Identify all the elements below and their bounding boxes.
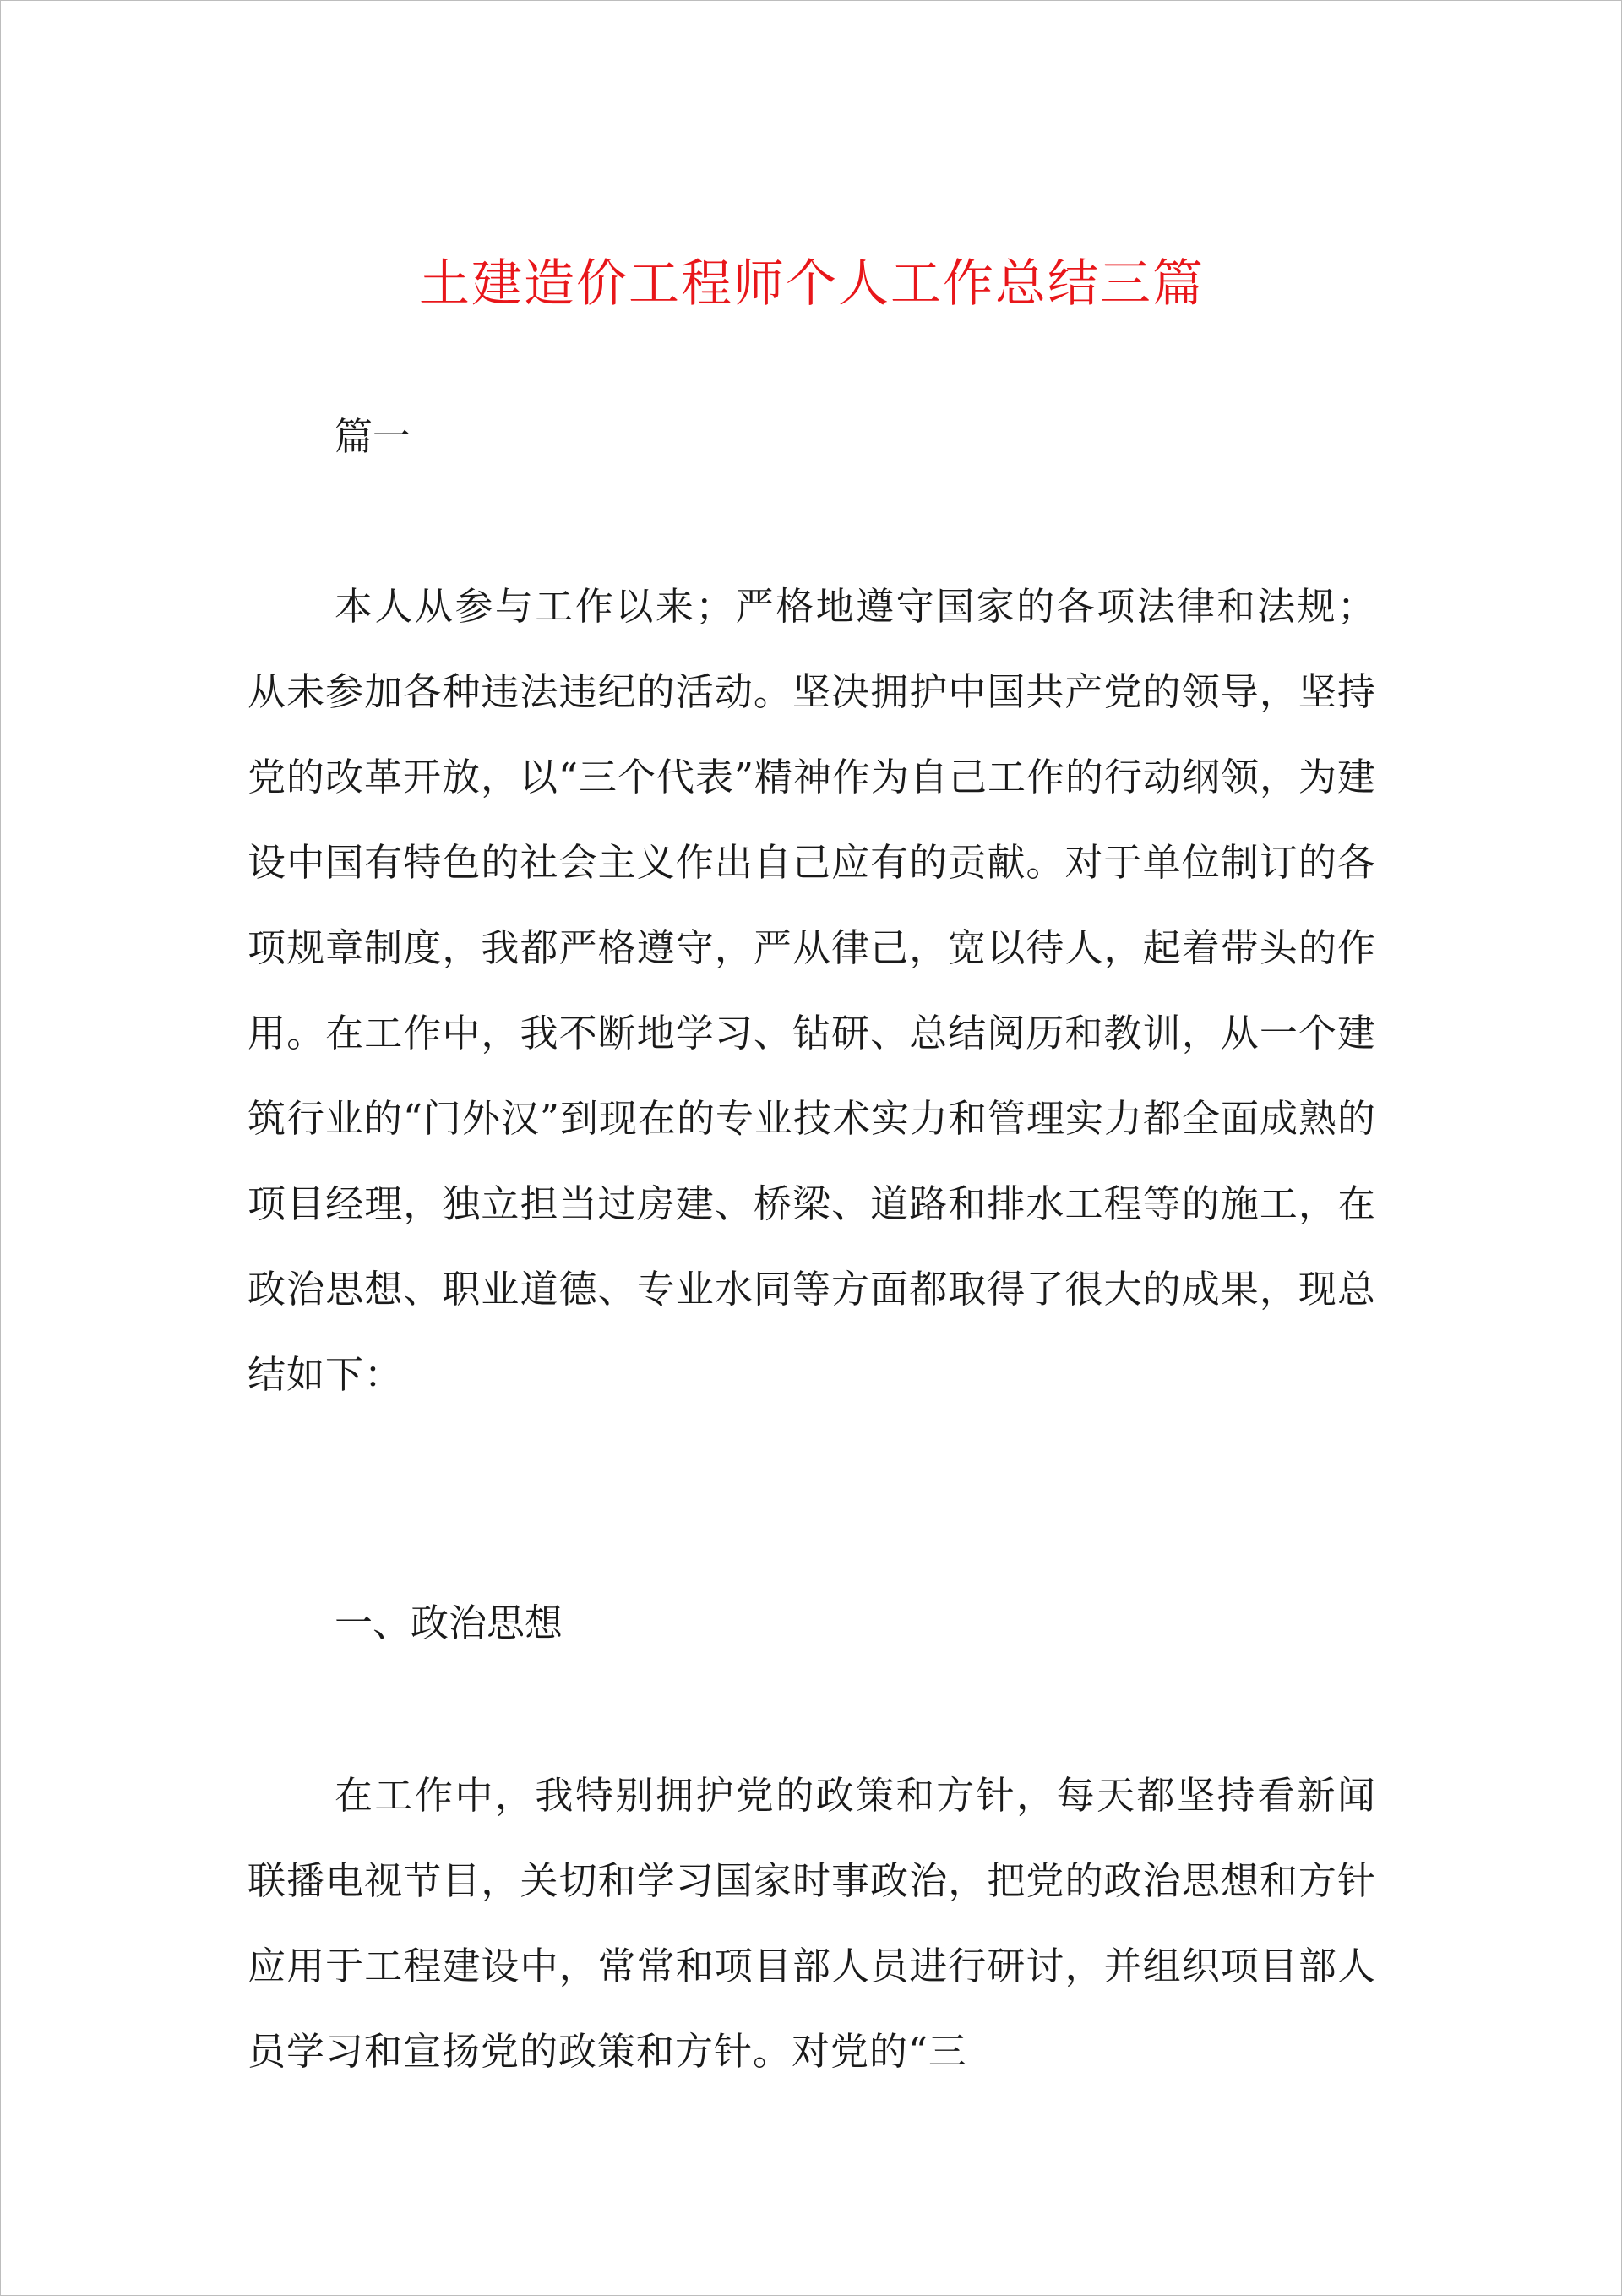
- section-label: 篇一: [335, 414, 411, 459]
- subheading-political-thought: 一、政治思想: [335, 1601, 563, 1645]
- intro-paragraph: 本人从参与工作以来；严格地遵守国家的各项法律和法规；从未参加各种违法违纪的活动。坚决拥护中国共产党的领导，坚持党的改革开放，以“三个代表”精神作为自己工作的行动纲领，为建设中国有特色的社会主义作出自己应有的贡献。对于单位制订的各项规章制度，我都严格遵守，严从律己，宽以待人，起着带头的作用。在工作中，我不断地学习、钻研、总结阅历和教训，从一个建筑行业的“门外汉”到现在的专业技术实力和管理实力都全面成熟的项目经理，独立担当过房建、桥梁、道路和排水工程等的施工，在政治思想、职业道德、专业水同等方面都取得了很大的成果，现总结如下：: [248, 584, 1377, 1397]
- paragraph-political-thought: 在工作中，我特别拥护党的政策和方针，每天都坚持看新闻联播电视节目，关切和学习国家时事政治，把党的政治思想和方针应用于工程建设中，常常和项目部人员进行研讨，并组织项目部人员学习和宣扬党的政策和方针。对党的“三: [248, 1773, 1376, 2074]
- document-title: 土建造价工程师个人工作总结三篇: [419, 254, 1205, 314]
